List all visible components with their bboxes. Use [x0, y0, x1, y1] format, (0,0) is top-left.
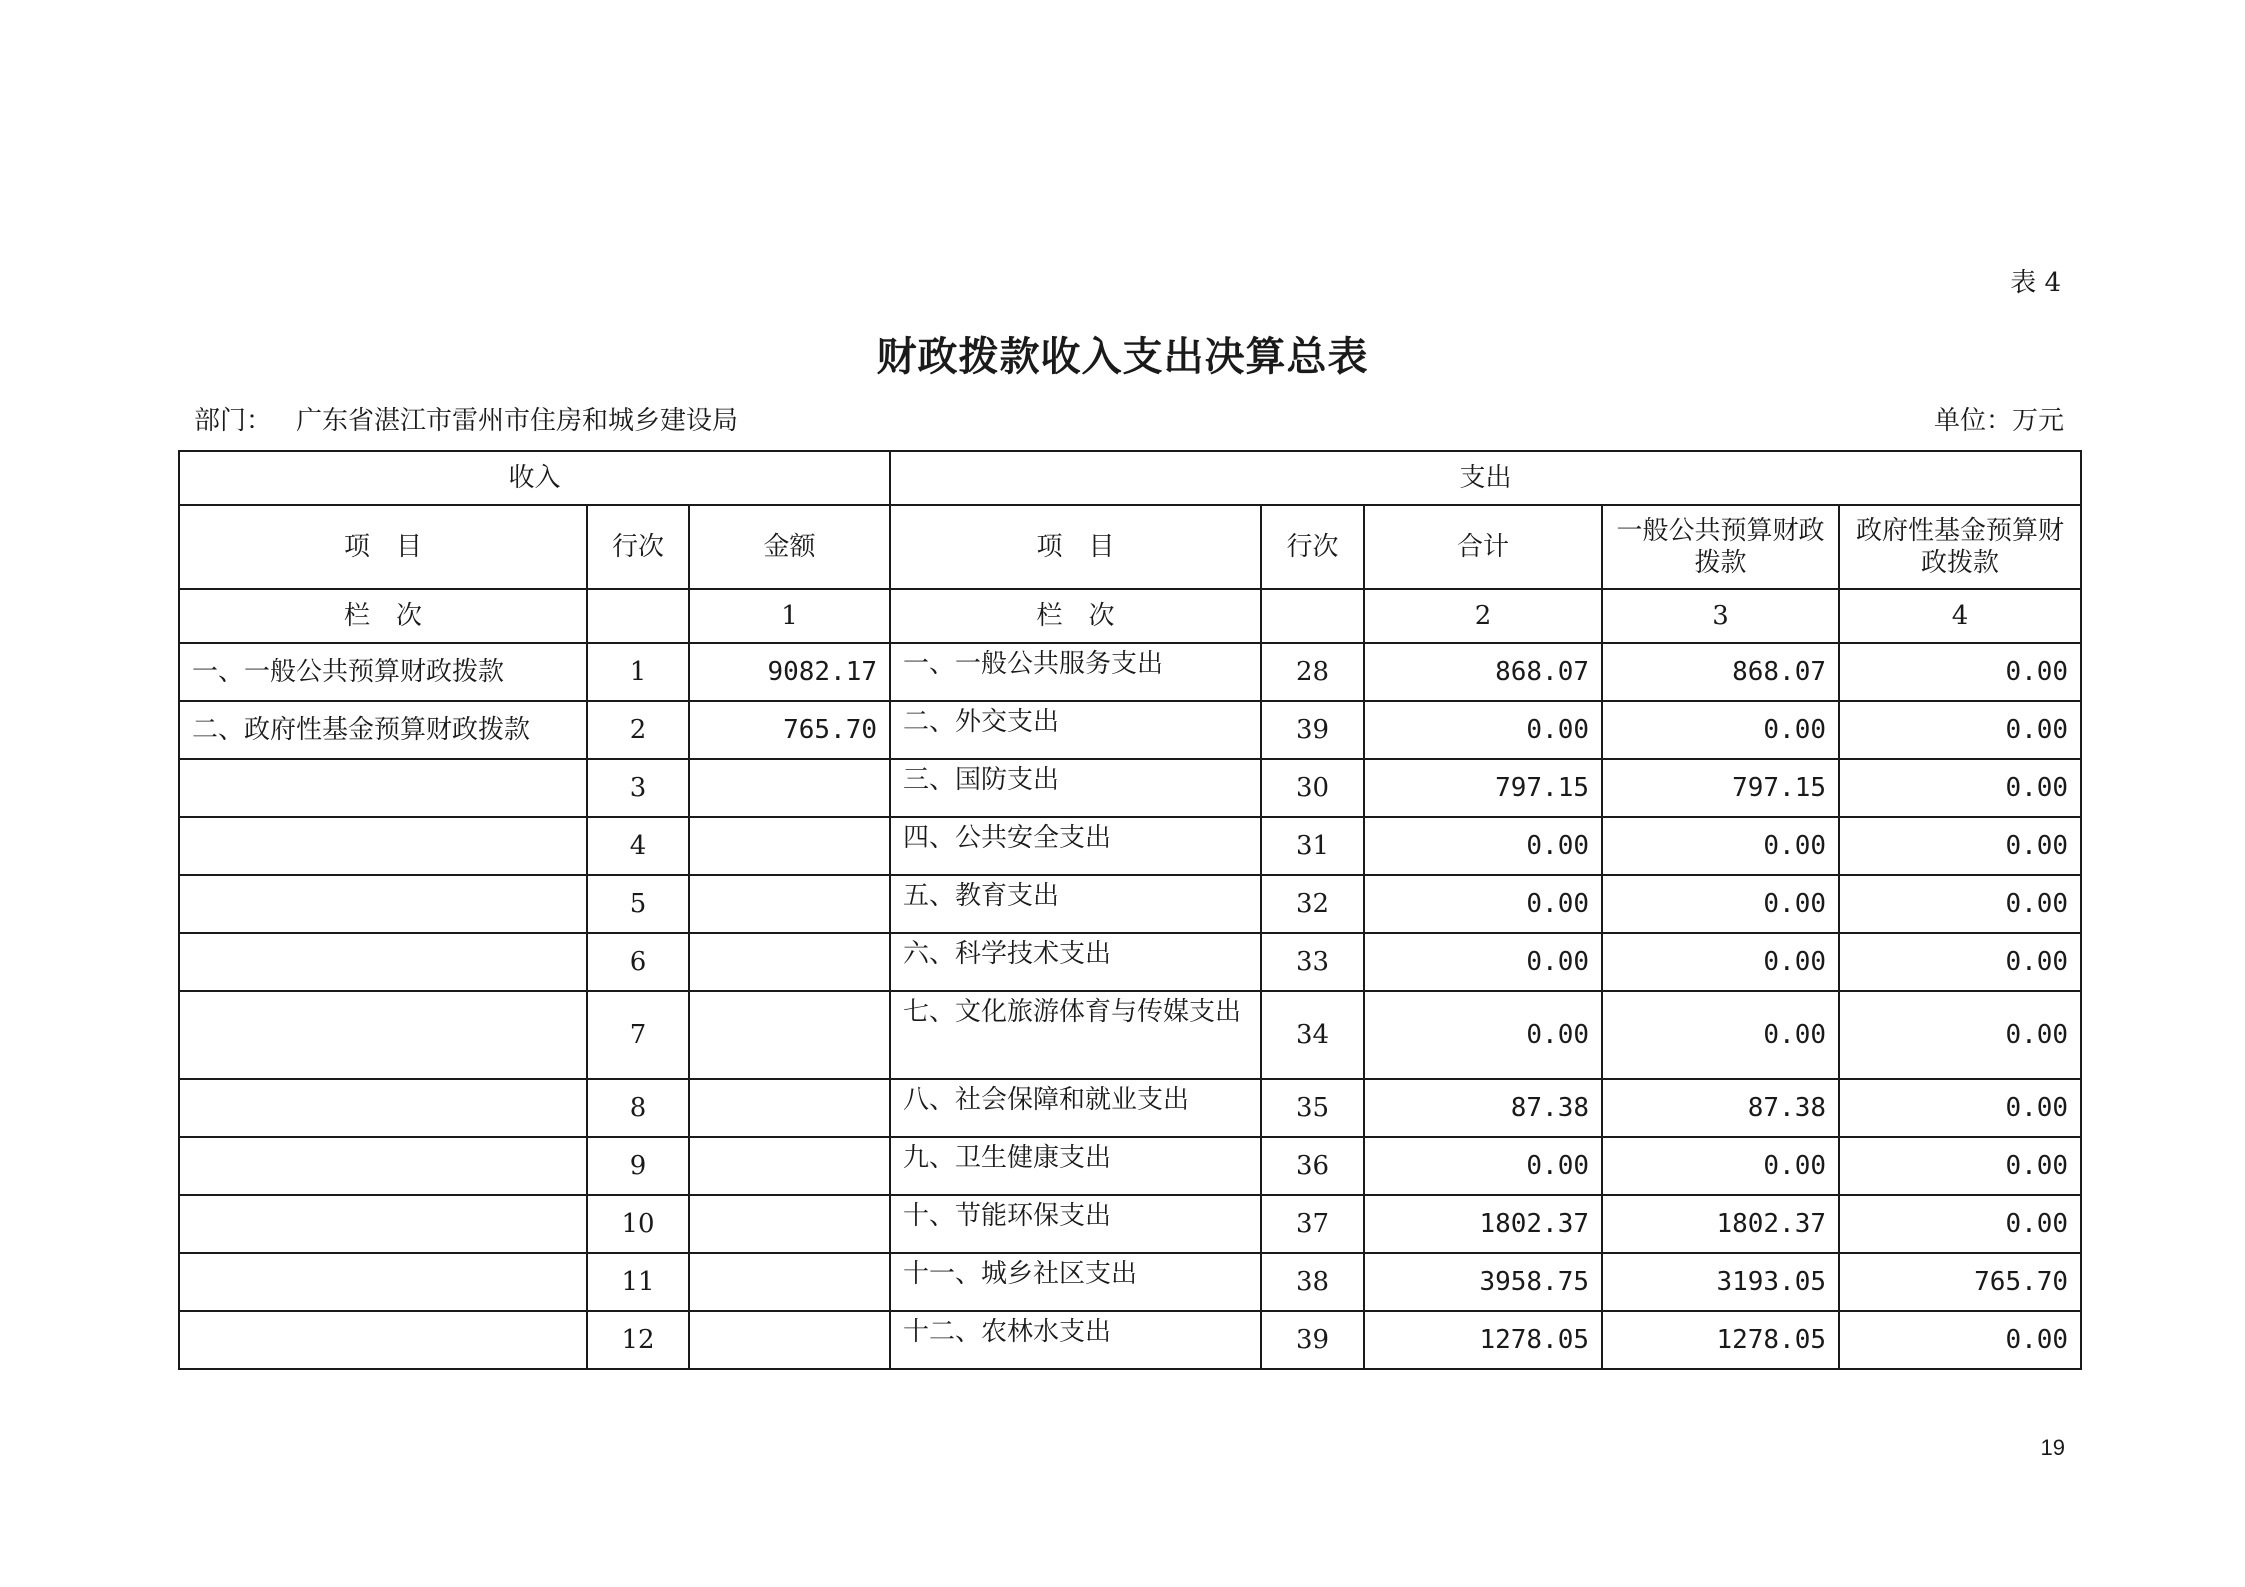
- income-line-cell: 8: [587, 1079, 689, 1137]
- expense-fund-cell: 0.00: [1839, 1195, 2081, 1253]
- index-total: 2: [1364, 589, 1602, 643]
- header-expense-total: 合计: [1364, 505, 1602, 589]
- meta-row: [194, 400, 2064, 437]
- income-amount-cell: 9082.17: [689, 643, 890, 701]
- expense-general-cell: 0.00: [1602, 817, 1839, 875]
- income-line-cell: 2: [587, 701, 689, 759]
- expense-total-cell: 797.15: [1364, 759, 1602, 817]
- expense-general-cell: 87.38: [1602, 1079, 1839, 1137]
- income-line-cell: 7: [587, 991, 689, 1079]
- index-income-line: [587, 589, 689, 643]
- department-name: 广东省湛江市雷州市住房和城乡建设局: [296, 406, 739, 436]
- income-line-cell: 1: [587, 643, 689, 701]
- income-line-cell: 11: [587, 1253, 689, 1311]
- income-item-cell: [179, 1079, 587, 1137]
- header-expense-line: 行次: [1261, 505, 1364, 589]
- header-expense-fund: 政府性基金预算财政拨款: [1839, 505, 2081, 589]
- department: [194, 400, 738, 437]
- table-row: [179, 817, 2081, 875]
- expense-general-cell: 1278.05: [1602, 1311, 1839, 1369]
- expense-fund-cell: 0.00: [1839, 817, 2081, 875]
- index-label-expense: 栏 次: [890, 589, 1261, 643]
- expense-fund-cell: 0.00: [1839, 875, 2081, 933]
- income-item-cell: [179, 1137, 587, 1195]
- table-row: [179, 1137, 2081, 1195]
- table-row: [179, 1079, 2081, 1137]
- index-income-amount: 1: [689, 589, 890, 643]
- expense-general-cell: 0.00: [1602, 933, 1839, 991]
- income-item-cell: [179, 1195, 587, 1253]
- expense-fund-cell: 0.00: [1839, 933, 2081, 991]
- income-item-cell: 二、政府性基金预算财政拨款: [179, 701, 587, 759]
- expense-total-cell: 0.00: [1364, 991, 1602, 1079]
- expense-fund-cell: 0.00: [1839, 1311, 2081, 1369]
- section-expense: 支出: [890, 451, 2081, 505]
- column-index-row: [179, 589, 2081, 643]
- expense-fund-cell: 0.00: [1839, 991, 2081, 1079]
- income-line-cell: 3: [587, 759, 689, 817]
- expense-line-cell: 39: [1261, 701, 1364, 759]
- income-line-cell: 6: [587, 933, 689, 991]
- table-row: [179, 701, 2081, 759]
- expense-fund-cell: 0.00: [1839, 1137, 2081, 1195]
- expense-item-cell: 七、文化旅游体育与传媒支出: [890, 991, 1261, 1079]
- expense-general-cell: 3193.05: [1602, 1253, 1839, 1311]
- income-amount-cell: [689, 1137, 890, 1195]
- expense-fund-cell: 0.00: [1839, 701, 2081, 759]
- index-label-income: 栏 次: [179, 589, 587, 643]
- income-amount-cell: [689, 817, 890, 875]
- expense-item-cell: 十一、城乡社区支出: [890, 1253, 1261, 1311]
- expense-line-cell: 35: [1261, 1079, 1364, 1137]
- income-item-cell: [179, 991, 587, 1079]
- income-line-cell: 4: [587, 817, 689, 875]
- section-income: 收入: [179, 451, 890, 505]
- income-line-cell: 9: [587, 1137, 689, 1195]
- expense-item-cell: 十二、农林水支出: [890, 1311, 1261, 1369]
- expense-total-cell: 0.00: [1364, 875, 1602, 933]
- table-row: [179, 991, 2081, 1079]
- expense-total-cell: 0.00: [1364, 1137, 1602, 1195]
- expense-item-cell: 三、国防支出: [890, 759, 1261, 817]
- expense-line-cell: 38: [1261, 1253, 1364, 1311]
- income-item-cell: [179, 933, 587, 991]
- expense-total-cell: 87.38: [1364, 1079, 1602, 1137]
- expense-general-cell: 0.00: [1602, 701, 1839, 759]
- income-line-cell: 12: [587, 1311, 689, 1369]
- header-expense-item: 项 目: [890, 505, 1261, 589]
- header-income-amount: 金额: [689, 505, 890, 589]
- unit-label: 单位：万元: [1933, 406, 2064, 436]
- expense-item-cell: 八、社会保障和就业支出: [890, 1079, 1261, 1137]
- expense-line-cell: 28: [1261, 643, 1364, 701]
- financial-table: [178, 450, 2082, 1370]
- income-amount-cell: [689, 759, 890, 817]
- expense-total-cell: 0.00: [1364, 817, 1602, 875]
- income-item-cell: [179, 1311, 587, 1369]
- income-item-cell: [179, 817, 587, 875]
- expense-line-cell: 30: [1261, 759, 1364, 817]
- table-row: [179, 1311, 2081, 1369]
- expense-general-cell: 0.00: [1602, 991, 1839, 1079]
- table-row: [179, 933, 2081, 991]
- expense-total-cell: 0.00: [1364, 933, 1602, 991]
- expense-general-cell: 0.00: [1602, 875, 1839, 933]
- expense-line-cell: 31: [1261, 817, 1364, 875]
- expense-fund-cell: 765.70: [1839, 1253, 2081, 1311]
- expense-line-cell: 37: [1261, 1195, 1364, 1253]
- expense-item-cell: 十、节能环保支出: [890, 1195, 1261, 1253]
- expense-general-cell: 797.15: [1602, 759, 1839, 817]
- income-amount-cell: [689, 933, 890, 991]
- table-row: [179, 643, 2081, 701]
- index-expense-line: [1261, 589, 1364, 643]
- department-label: 部门：: [194, 406, 273, 436]
- expense-line-cell: 39: [1261, 1311, 1364, 1369]
- income-amount-cell: [689, 875, 890, 933]
- index-fund: 4: [1839, 589, 2081, 643]
- income-amount-cell: [689, 1079, 890, 1137]
- income-amount-cell: [689, 1311, 890, 1369]
- header-expense-general: 一般公共预算财政拨款: [1602, 505, 1839, 589]
- expense-total-cell: 868.07: [1364, 643, 1602, 701]
- income-amount-cell: [689, 1195, 890, 1253]
- expense-line-cell: 32: [1261, 875, 1364, 933]
- expense-fund-cell: 0.00: [1839, 759, 2081, 817]
- income-line-cell: 10: [587, 1195, 689, 1253]
- header-income-line: 行次: [587, 505, 689, 589]
- income-amount-cell: [689, 1253, 890, 1311]
- section-header-row: [179, 451, 2081, 505]
- header-income-item: 项 目: [179, 505, 587, 589]
- table-row: [179, 875, 2081, 933]
- expense-total-cell: 3958.75: [1364, 1253, 1602, 1311]
- income-amount-cell: 765.70: [689, 701, 890, 759]
- income-item-cell: 一、一般公共预算财政拨款: [179, 643, 587, 701]
- expense-general-cell: 0.00: [1602, 1137, 1839, 1195]
- expense-line-cell: 33: [1261, 933, 1364, 991]
- expense-item-cell: 六、科学技术支出: [890, 933, 1261, 991]
- expense-general-cell: 1802.37: [1602, 1195, 1839, 1253]
- expense-total-cell: 1802.37: [1364, 1195, 1602, 1253]
- income-item-cell: [179, 1253, 587, 1311]
- income-amount-cell: [689, 991, 890, 1079]
- column-header-row: [179, 505, 2081, 589]
- expense-total-cell: 0.00: [1364, 701, 1602, 759]
- table-row: [179, 1253, 2081, 1311]
- expense-item-cell: 五、教育支出: [890, 875, 1261, 933]
- expense-total-cell: 1278.05: [1364, 1311, 1602, 1369]
- income-item-cell: [179, 875, 587, 933]
- index-general: 3: [1602, 589, 1839, 643]
- income-line-cell: 5: [587, 875, 689, 933]
- expense-general-cell: 868.07: [1602, 643, 1839, 701]
- expense-line-cell: 34: [1261, 991, 1364, 1079]
- expense-item-cell: 二、外交支出: [890, 701, 1261, 759]
- document-title: 财政拨款收入支出决算总表: [876, 333, 1369, 380]
- table-label: 表 4: [2010, 268, 2061, 298]
- expense-fund-cell: 0.00: [1839, 1079, 2081, 1137]
- expense-item-cell: 九、卫生健康支出: [890, 1137, 1261, 1195]
- table-row: [179, 1195, 2081, 1253]
- income-item-cell: [179, 759, 587, 817]
- expense-item-cell: 四、公共安全支出: [890, 817, 1261, 875]
- expense-fund-cell: 0.00: [1839, 643, 2081, 701]
- expense-item-cell: 一、一般公共服务支出: [890, 643, 1261, 701]
- table-row: [179, 759, 2081, 817]
- expense-line-cell: 36: [1261, 1137, 1364, 1195]
- page-number: 19: [2040, 1435, 2065, 1460]
